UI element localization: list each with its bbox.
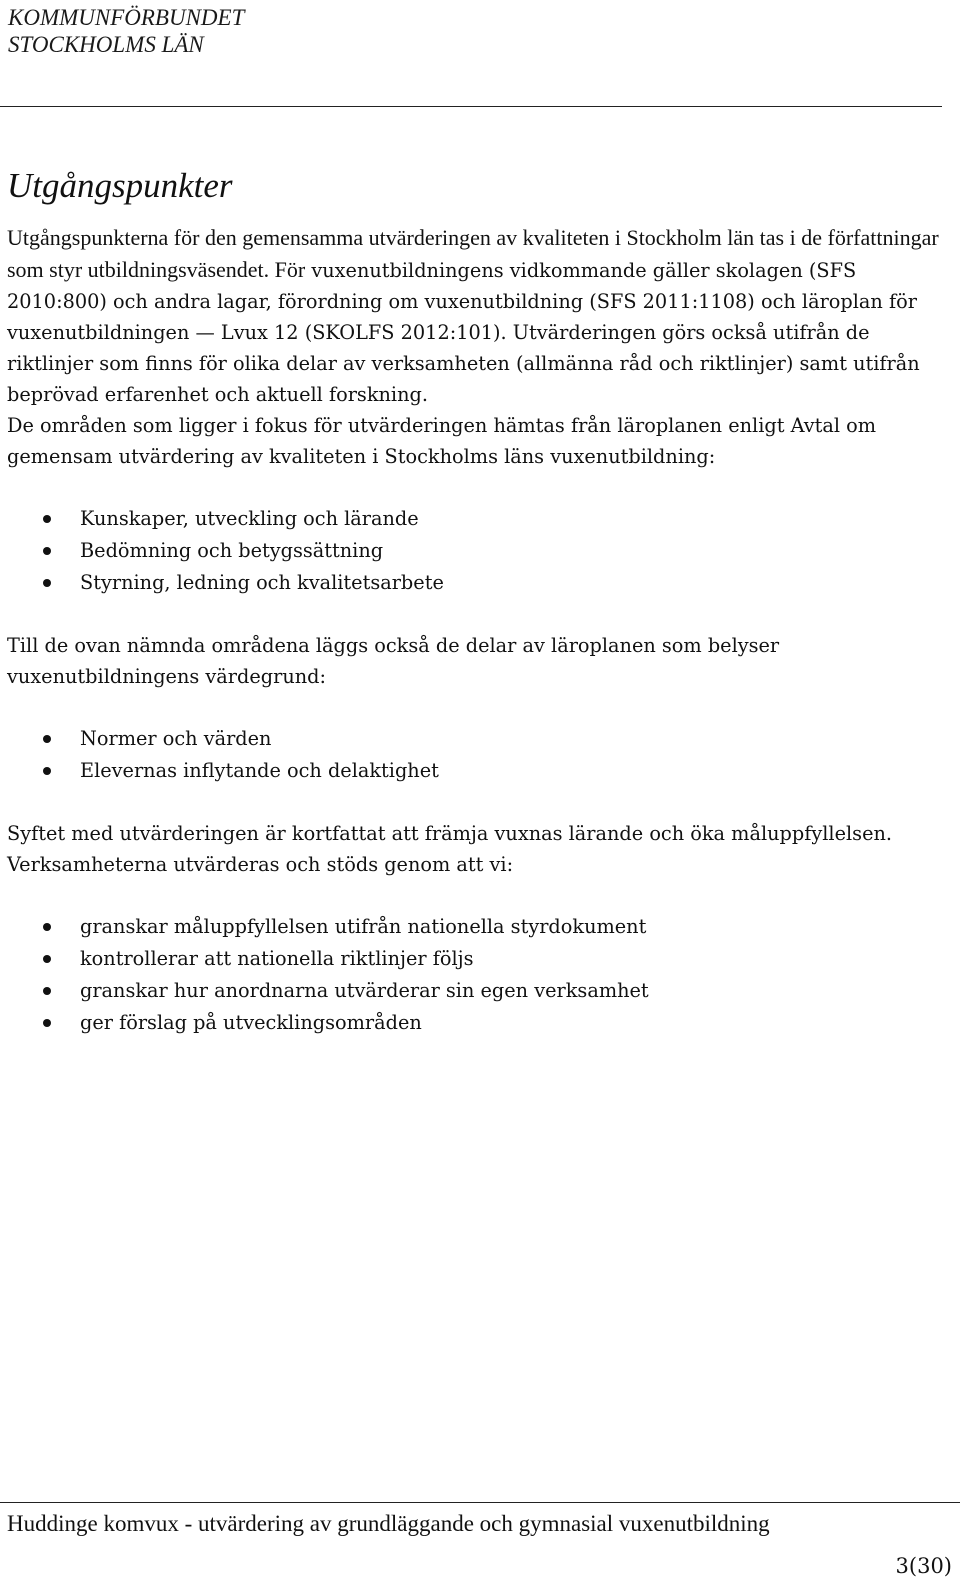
spacer bbox=[7, 787, 942, 818]
bullet-icon bbox=[43, 547, 51, 555]
paragraph-values: Till de ovan nämnda områdena läggs också de delar av läroplanen som belyser vuxenutbildningens värdegrund: bbox=[7, 634, 780, 688]
list-item-text: Elevernas inflytande och delaktighet bbox=[80, 759, 439, 782]
bullet-icon bbox=[43, 1019, 51, 1027]
list-item-text: Normer och värden bbox=[80, 727, 272, 750]
list-item bbox=[7, 503, 942, 535]
bullet-icon bbox=[43, 923, 51, 931]
bullet-icon bbox=[43, 767, 51, 775]
paragraph-intro-part-2: vuxenutbildningens vidkommande gäller skolagen (SFS 2010:800) och andra lagar, förordning om vuxenutbildning (SFS 2011:1108) och läroplan för vuxenutbildningen — Lvux 12 (SKOLFS 2012:101). Utvärderingen görs också utifrån de riktlinjer som finns för olika delar av verksamheten (allmänna råd och riktlinjer) samt utifrån beprövad erfarenhet och aktuell forskning. bbox=[7, 259, 920, 406]
bullet-icon bbox=[43, 955, 51, 963]
bullet-icon bbox=[43, 579, 51, 587]
organization-name bbox=[8, 4, 244, 58]
list-focus-areas bbox=[7, 503, 942, 599]
document-body bbox=[7, 222, 942, 1039]
spacer bbox=[7, 472, 942, 503]
list-item bbox=[7, 723, 942, 755]
organization-name-line-1: KOMMUNFÖRBUNDET bbox=[8, 5, 245, 30]
list-actions bbox=[7, 911, 942, 1039]
list-item-text: ger förslag på utvecklingsområden bbox=[80, 1011, 422, 1034]
bullet-icon bbox=[43, 987, 51, 995]
list-item bbox=[7, 1007, 942, 1039]
list-item-text: Kunskaper, utveckling och lärande bbox=[80, 507, 419, 530]
page-number: 3(30) bbox=[895, 1554, 952, 1578]
list-item-text: kontrollerar att nationella riktlinjer följs bbox=[80, 947, 474, 970]
list-item bbox=[7, 911, 942, 943]
list-item bbox=[7, 535, 942, 567]
section-title: Utgångspunkter bbox=[7, 166, 233, 205]
list-item-text: granskar hur anordnarna utvärderar sin egen verksamhet bbox=[80, 979, 649, 1002]
footer-document-title: Huddinge komvux - utvärdering av grundläggande och gymnasial vuxenutbildning bbox=[7, 1511, 770, 1536]
spacer bbox=[7, 692, 942, 723]
paragraph-purpose: Syftet med utvärderingen är kortfattat att främja vuxnas lärande och öka måluppfyllelsen. Verksamheterna utvärderas och stöds genom att vi: bbox=[7, 822, 893, 876]
list-item bbox=[7, 567, 942, 599]
list-item bbox=[7, 943, 942, 975]
bullet-icon bbox=[43, 735, 51, 743]
list-item bbox=[7, 755, 942, 787]
header-divider bbox=[0, 106, 942, 107]
paragraph-intro bbox=[7, 222, 942, 410]
list-item-text: granskar måluppfyllelsen utifrån nationella styrdokument bbox=[80, 915, 647, 938]
list-item bbox=[7, 975, 942, 1007]
paragraph-focus-areas: De områden som ligger i fokus för utvärderingen hämtas från läroplanen enligt Avtal om gemensam utvärdering av kvaliteten i Stockholms läns vuxenutbildning: bbox=[7, 414, 877, 468]
organization-name-line-2: STOCKHOLMS LÄN bbox=[8, 32, 204, 57]
list-item-text: Styrning, ledning och kvalitetsarbete bbox=[80, 571, 444, 594]
paragraph-intro-part-1: Utgångspunkterna för den gemensamma utvärderingen av kvaliteten i Stockholm län tas i de författningar som styr utbildningsväsendet. För bbox=[7, 225, 939, 282]
bullet-icon bbox=[43, 515, 51, 523]
footer-divider bbox=[0, 1502, 960, 1503]
list-item-text: Bedömning och betygssättning bbox=[80, 539, 384, 562]
spacer bbox=[7, 599, 942, 630]
spacer bbox=[7, 880, 942, 911]
list-values bbox=[7, 723, 942, 787]
